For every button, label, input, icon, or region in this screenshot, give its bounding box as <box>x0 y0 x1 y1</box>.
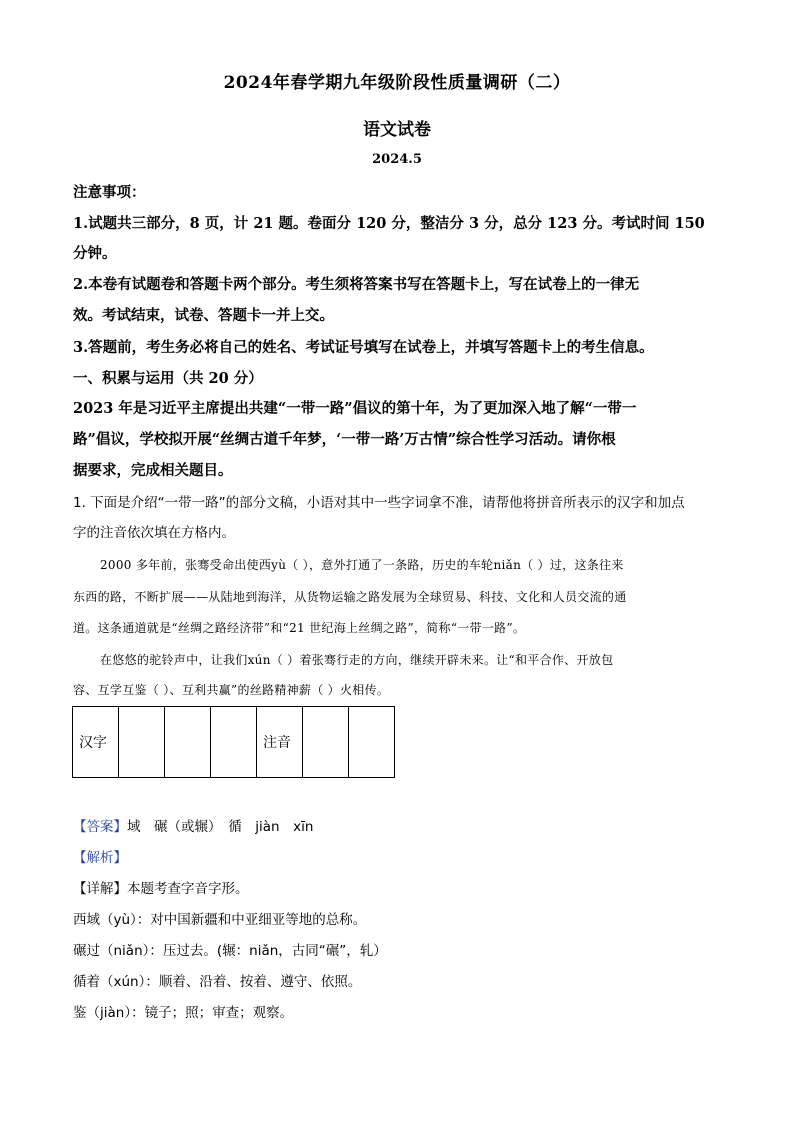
hanzi-answer-cell[interactable] <box>165 707 211 778</box>
detail-tag: 【详解】 <box>73 881 127 897</box>
zhuyin-answer-cell[interactable] <box>349 707 395 778</box>
notice-item-2-line-1: 2.本卷有试题卷和答题卡两个部分。考生须将答案书写在答题卡上，写在试卷上的一律无 <box>73 276 640 293</box>
notice-item-2-line-2: 效。考试结束，试卷、答题卡一并上交。 <box>73 307 334 324</box>
section-1-intro-line-1: 2023 年是习近平主席提出共建“一带一路”倡议的第十年，为了更加深入地了解“一带一 <box>73 400 637 417</box>
section-1-heading: 一、积累与运用（共 20 分） <box>73 370 263 387</box>
hanzi-answer-cell[interactable] <box>119 707 165 778</box>
analysis-tag: 【解析】 <box>73 850 127 866</box>
passage-line-2: 东西的路，不断扩展——从陆地到海洋，从货物运输之路发展为全球贸易、科技、文化和人员交流的通 <box>73 590 627 604</box>
passage-line-4: 在悠悠的驼铃声中，让我们xún（ ）着张骞行走的方向，继续开辟未来。让“和平合作、开放包 <box>100 653 614 667</box>
zhuyin-label-cell: 注音 <box>257 707 303 778</box>
passage-line-5: 容、互学互鉴（ ）、互利共赢”的丝路精神薪（ ）火相传。 <box>73 683 390 697</box>
answer-text: 域 碾（或辗） 循 jiàn xīn <box>127 819 314 835</box>
notice-heading: 注意事项： <box>73 184 146 201</box>
hanzi-answer-cell[interactable] <box>211 707 257 778</box>
explanation-line-2: 碾过（niǎn）：压过去。(辗：niǎn，古同“碾”，轧） <box>73 943 387 959</box>
explanation-line-1: 西域（yù）：对中国新疆和中亚细亚等地的总称。 <box>73 912 367 928</box>
question-1-prompt-line-2: 字的注音依次填在方格内。 <box>73 525 235 541</box>
detail-line <box>73 879 733 899</box>
exam-date: 2024.5 <box>372 152 422 167</box>
question-1-prompt-line-1: 1. 下面是介绍“一带一路”的部分文稿，小语对其中一些字词拿不准，请帮他将拼音所表示的汉字和加点 <box>73 495 685 511</box>
notice-item-1-line-2: 分钟。 <box>73 245 117 262</box>
detail-text: 本题考查字音字形。 <box>127 881 249 897</box>
notice-item-3: 3.答题前，考生务必将自己的姓名、考试证号填写在试卷上，并填写答题卡上的考生信息。 <box>73 339 654 356</box>
notice-item-1-line-1: 1.试题共三部分，8 页，计 21 题。卷面分 120 分，整洁分 3 分，总分 123 分。考试时间 150 <box>73 215 705 232</box>
section-1-intro-line-2: 路”倡议，学校拟开展“丝绸古道千年梦，‘一带一路’万古情”综合性学习活动。请你根 <box>73 431 616 448</box>
page-title: 2024年春学期九年级阶段性质量调研（二） <box>223 73 571 93</box>
page-subtitle: 语文试卷 <box>363 120 431 140</box>
passage-line-1: 2000 多年前，张骞受命出使西yù（ ），意外打通了一条路，历史的车轮niǎn（ ）过，这条往来 <box>100 558 624 572</box>
explanation-line-3: 循着（xún）：顺着、沿着、按着、遵守、依照。 <box>73 974 362 990</box>
answer-line <box>73 817 733 837</box>
answer-grid <box>72 706 395 778</box>
section-1-intro-line-3: 据要求，完成相关题目。 <box>73 462 233 479</box>
hanzi-label-cell: 汉字 <box>73 707 119 778</box>
passage-line-3: 道。这条通道就是“丝绸之路经济带”和“21 世纪海上丝绸之路”，简称“一带一路”。 <box>73 621 526 635</box>
zhuyin-answer-cell[interactable] <box>303 707 349 778</box>
answer-grid-row <box>73 707 395 778</box>
explanation-line-4: 鉴（jiàn）：镜子；照；审查；观察。 <box>73 1005 294 1021</box>
analysis-line <box>73 848 733 868</box>
answer-tag: 【答案】 <box>73 819 127 835</box>
